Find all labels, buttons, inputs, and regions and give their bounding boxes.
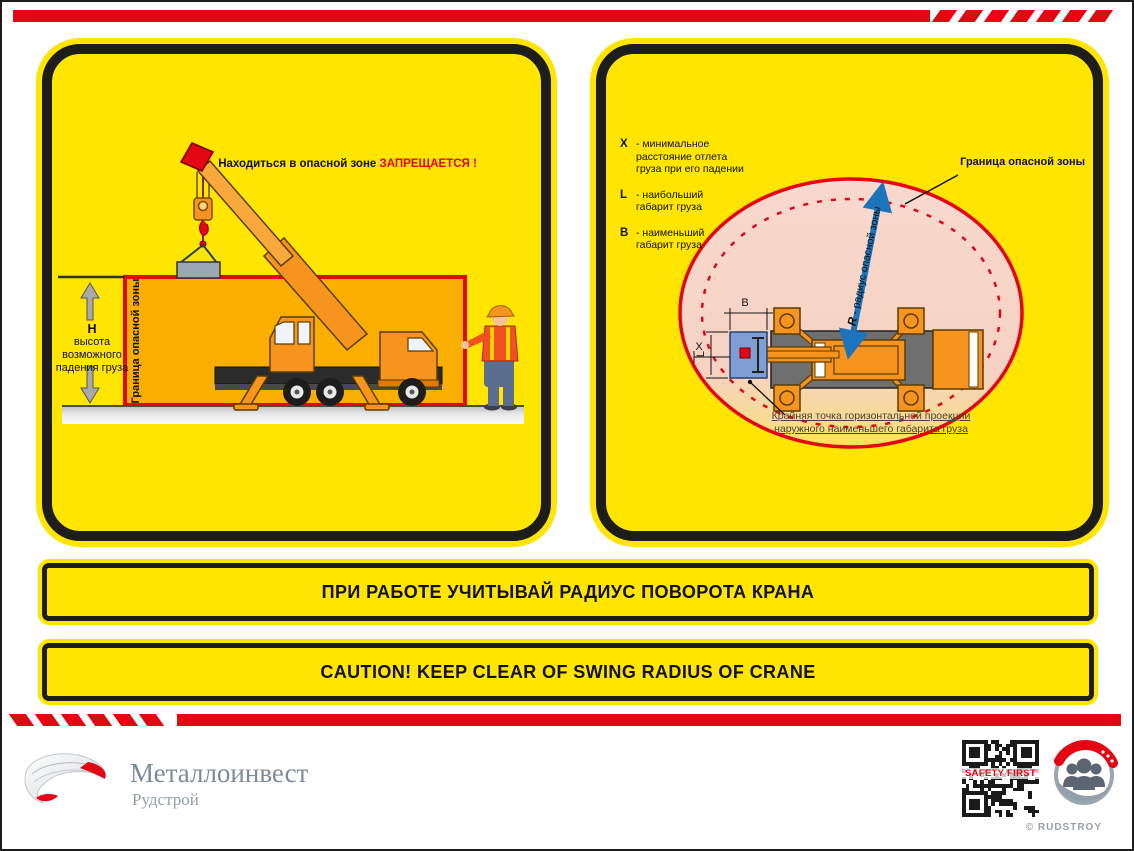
legend bbox=[620, 138, 744, 265]
bottom-hazard-stripes bbox=[13, 714, 160, 726]
warning-text bbox=[162, 158, 533, 170]
copyright-text: © RUDSTROY bbox=[1025, 822, 1102, 833]
worker-figure bbox=[461, 306, 518, 411]
ground-strip bbox=[62, 406, 524, 424]
left-scene-panel bbox=[42, 44, 551, 541]
brand-block bbox=[130, 758, 308, 810]
dim-b-label: B bbox=[741, 297, 749, 309]
top-hazard-stripes bbox=[936, 10, 1109, 22]
bottom-hazard-bar bbox=[177, 714, 1121, 726]
warning-emphasis: ЗАПРЕЩАЕТСЯ ! bbox=[379, 158, 477, 170]
legend-item-x: X - минимальное расстояние отлета груза при его падении bbox=[620, 138, 744, 175]
banner-ru: ПРИ РАБОТЕ УЧИТЫВАЙ РАДИУС ПОВОРОТА КРАНА bbox=[42, 563, 1094, 621]
zone-boundary-vertical-label: Граница опасной зоны bbox=[130, 278, 142, 404]
right-scene-panel bbox=[596, 44, 1103, 541]
qr-label: SAFETY FIRST bbox=[962, 768, 1039, 779]
brand-name: Металлоинвест bbox=[130, 758, 309, 788]
banner-en: CAUTION! KEEP CLEAR OF SWING RADIUS OF CRANE bbox=[42, 643, 1094, 701]
dim-x-label: X bbox=[695, 341, 703, 353]
legend-item-l: L - наибольший габарит груза bbox=[620, 188, 704, 213]
extreme-point-caption: Крайняя точка горизонтальной проекции наружного наименьшего габарита груза bbox=[771, 410, 971, 435]
height-dimension-label: Н высота возможного падения груза bbox=[52, 322, 132, 375]
top-hazard-bar bbox=[13, 10, 930, 22]
metalloinvest-logo bbox=[18, 748, 123, 812]
safety-emblem bbox=[1046, 735, 1122, 811]
radius-label: R - радиус опасной зоны bbox=[844, 205, 884, 328]
crane-elevation-illustration bbox=[52, 54, 541, 531]
warning-prefix: Находиться в опасной зоне bbox=[218, 158, 377, 170]
division-name: Рудстрой bbox=[132, 790, 199, 809]
legend-item-b: B - наименьший габарит груза bbox=[620, 226, 705, 251]
zone-boundary-label: Граница опасной зоны bbox=[960, 156, 1085, 168]
dim-l-label: L bbox=[695, 350, 707, 358]
h-key: Н bbox=[87, 322, 97, 336]
crane-plan-illustration bbox=[606, 54, 1093, 531]
